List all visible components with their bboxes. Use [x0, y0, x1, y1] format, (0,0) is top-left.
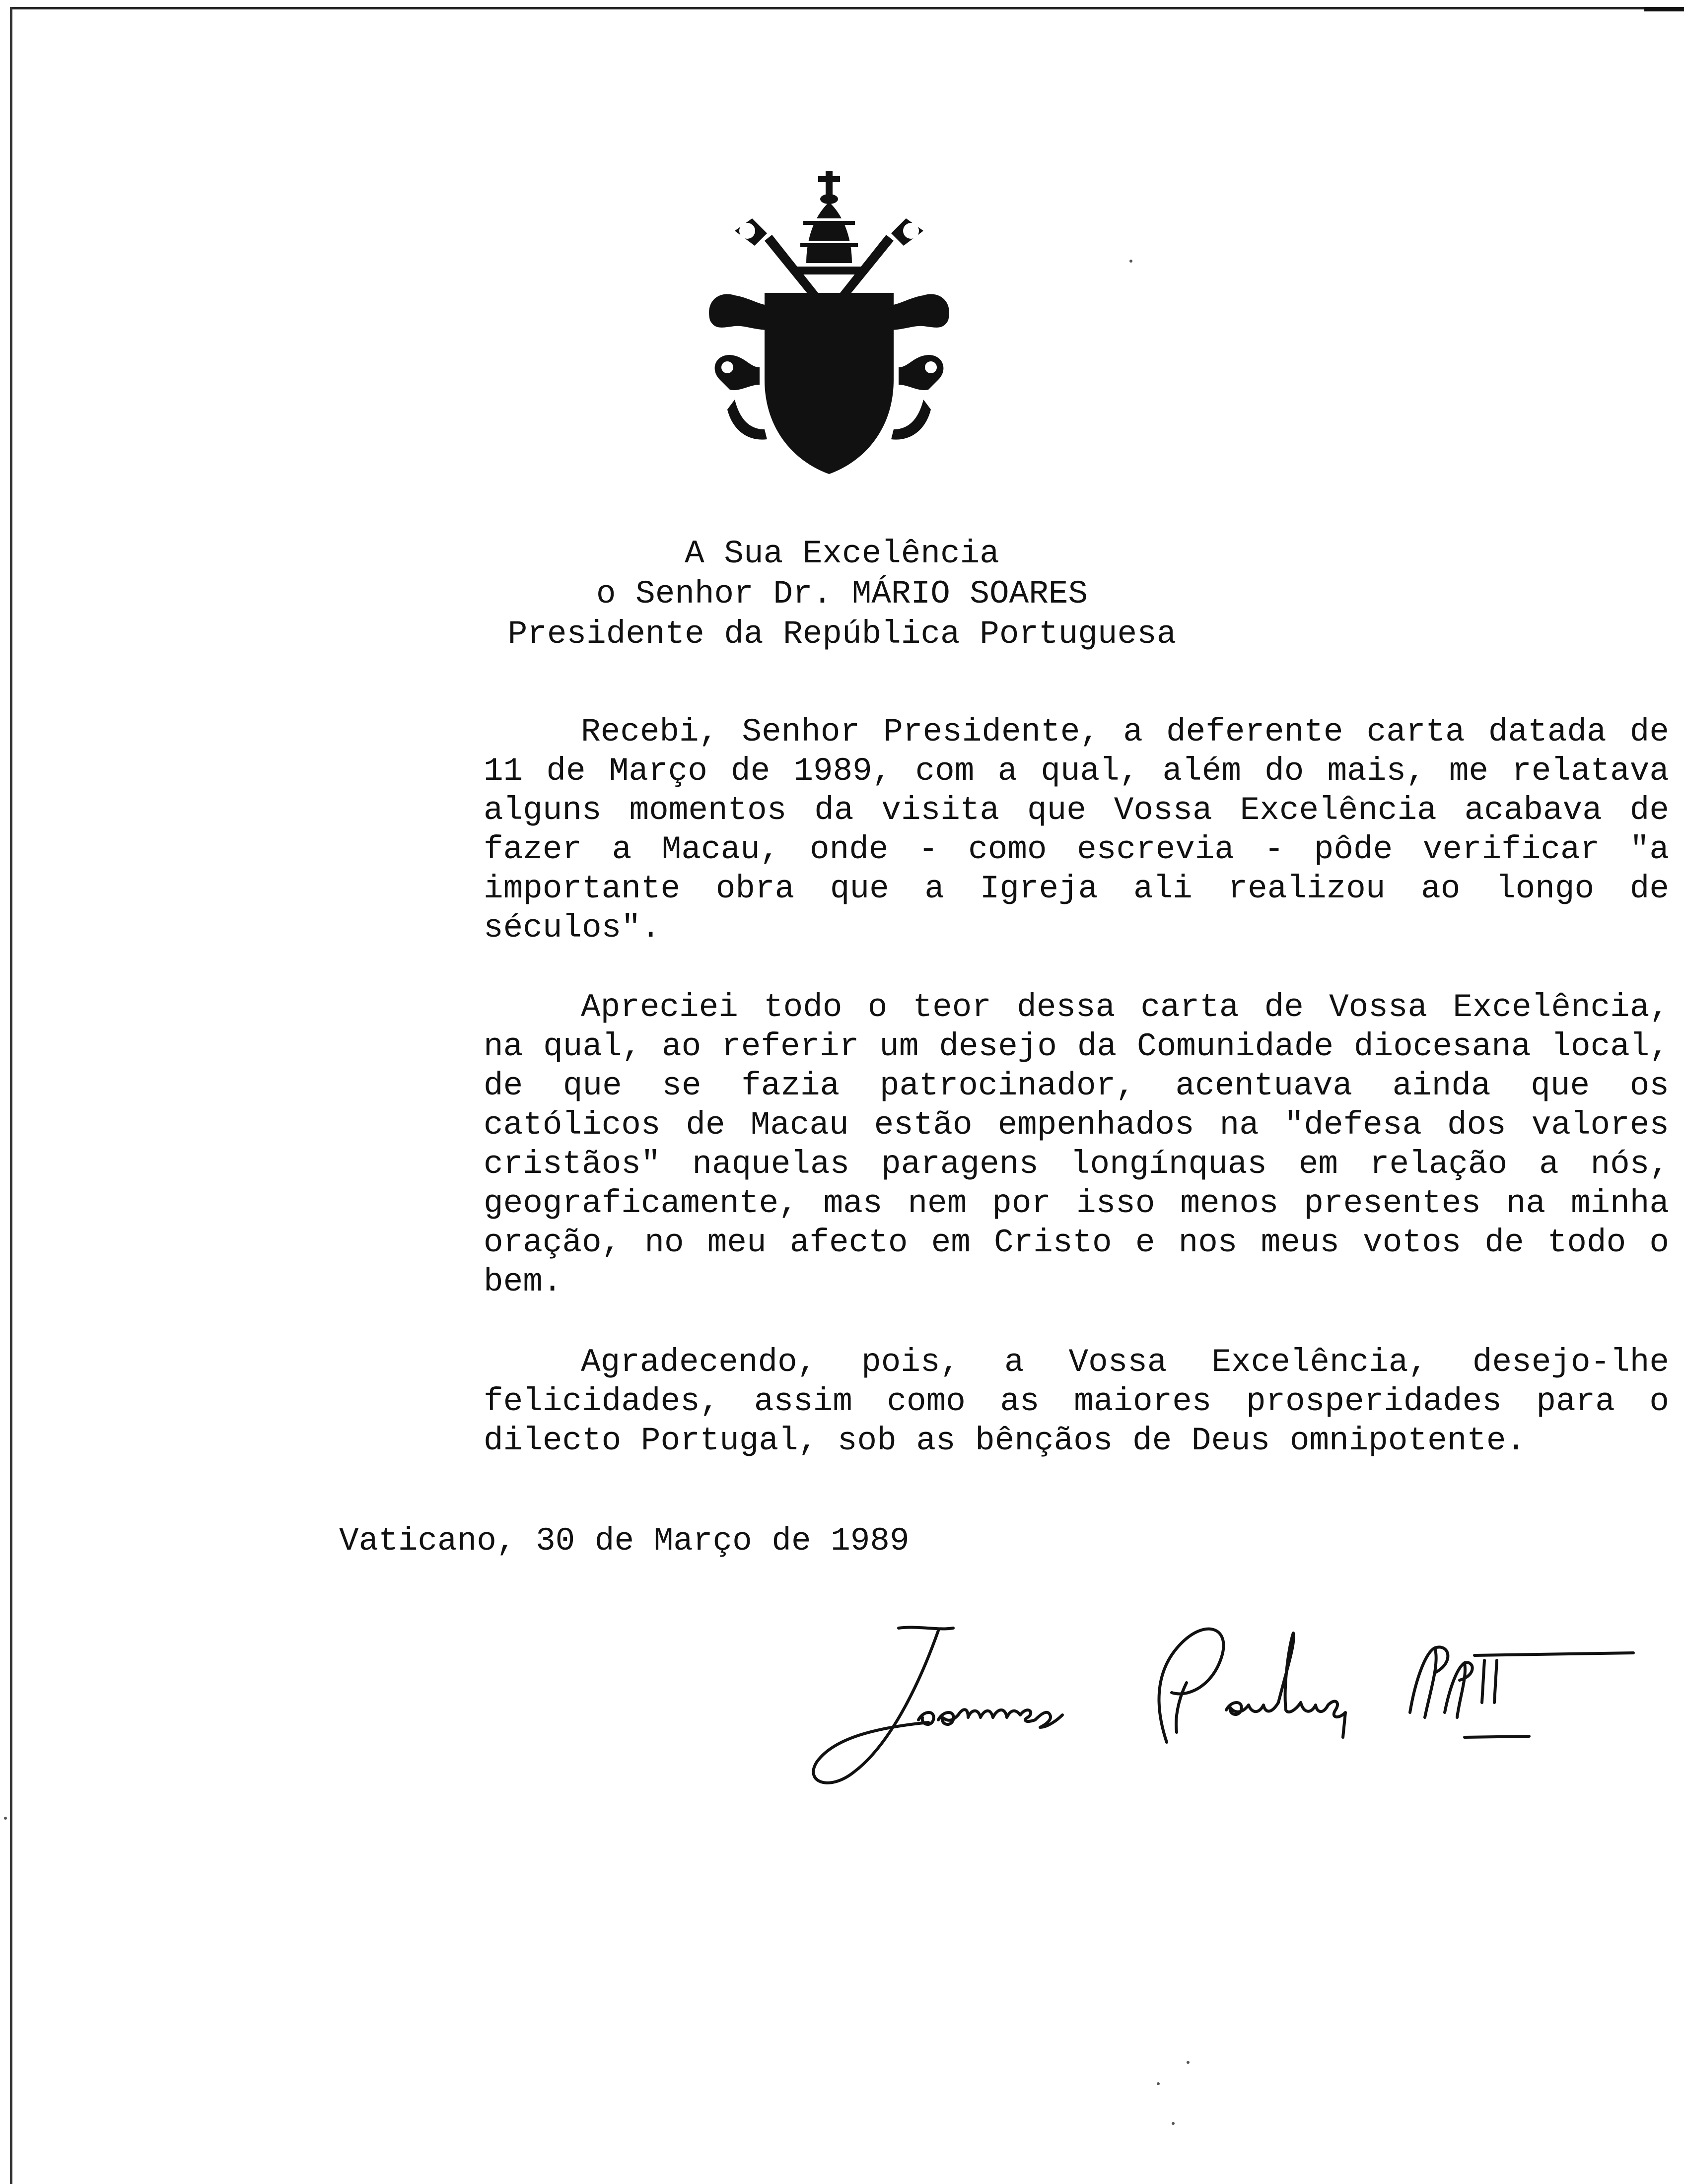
scan-speck [1129, 260, 1132, 263]
scan-top-border [10, 7, 1684, 9]
scan-corner-mark [1644, 7, 1684, 11]
scan-speck [1187, 2061, 1190, 2064]
addressee-title: Presidente da República Portuguesa [507, 615, 1177, 653]
scan-speck [1172, 2122, 1175, 2125]
scan-speck [1157, 2082, 1160, 2085]
body-paragraph: Recebi, Senhor Presidente, a deferente carta datada de 11 de Março de 1989, com a qual, além do mais, me relatava alguns momentos da visita que Vossa Excelência acabava de fazer a Macau, onde - como escrevia - pôde verificar "a importante obra que a Igreja ali realizou ao longo de séculos". [484, 713, 1669, 947]
handwritten-signature [789, 1613, 1653, 1802]
scan-speck [4, 1817, 7, 1820]
body-paragraph: Agradecendo, pois, a Vossa Excelência, desejo-lhe felicidades, assim como as maiores prosperidades para o dilecto Portugal, sob as bênçãos de Deus omnipotente. [484, 1344, 1669, 1459]
place-and-date: Vaticano, 30 de Março de 1989 [339, 1522, 910, 1560]
papal-coat-of-arms-icon [705, 171, 953, 474]
addressee-name: o Senhor Dr. MÁRIO SOARES [596, 575, 1088, 613]
addressee-block [0, 534, 1684, 654]
addressee-salutation: A Sua Excelência [685, 535, 999, 572]
body-paragraph: Apreciei todo o teor dessa carta de Vossa Excelência, na qual, ao referir um desejo da Comunidade diocesana local, de que se fazia patrocinador, acentuava ainda que os católicos de Macau estão empenhados na "defesa dos valores cristãos" naquelas paragens longínquas em relação a nós, geograficamente, mas nem por isso menos presentes na minha oração, no meu afecto em Cristo e nos meus votos de todo o bem. [484, 989, 1669, 1300]
scan-left-border [10, 7, 12, 2184]
